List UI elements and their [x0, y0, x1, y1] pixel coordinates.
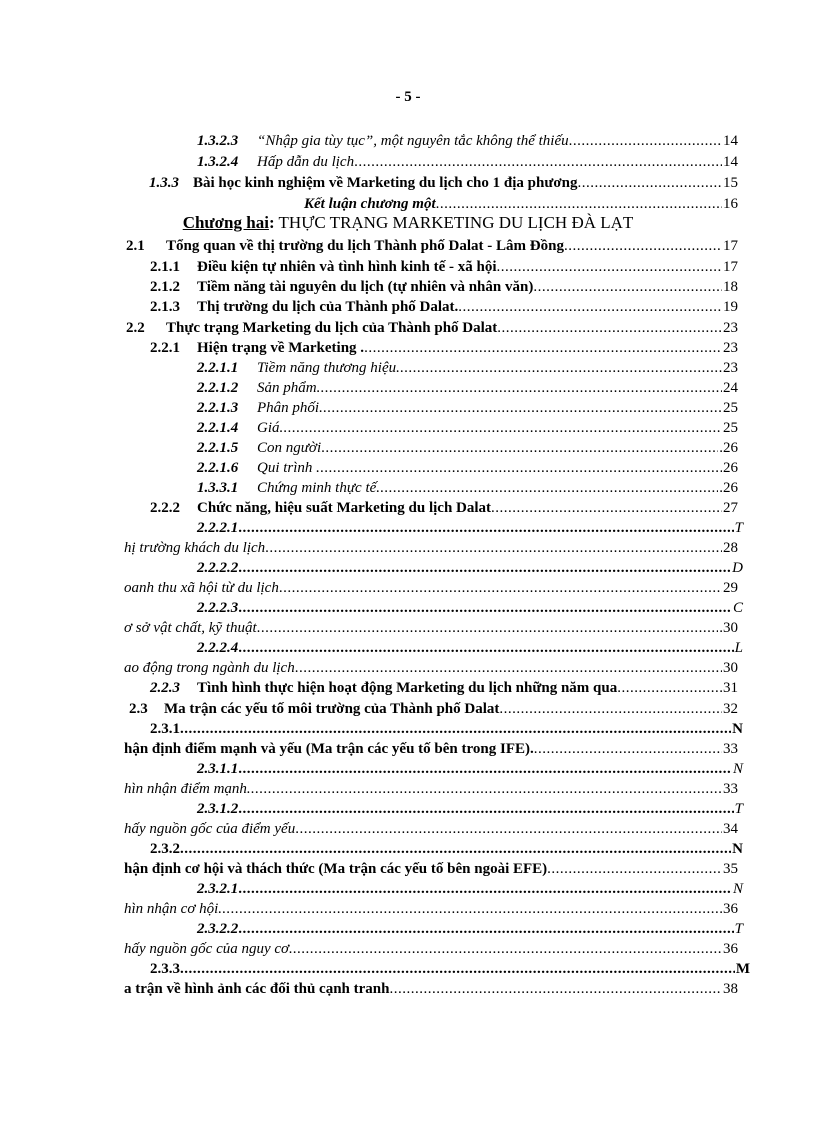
toc-entry[interactable] — [197, 130, 738, 150]
toc-leader-dots — [283, 419, 722, 437]
toc-entry-page: 25 — [723, 400, 738, 416]
toc-entry-title: hận định điểm mạnh và yếu (Ma trận các yếu tố bên trong IFE). — [124, 741, 534, 757]
toc-entry[interactable] — [124, 617, 738, 637]
toc-entry-page: C — [732, 600, 743, 616]
toc-entry-page: 38 — [723, 981, 738, 997]
toc-leader-dots — [238, 559, 731, 577]
toc-entry-number: 2.3.1.1 — [197, 761, 239, 777]
toc-entry[interactable] — [129, 698, 738, 718]
toc-entry-number: 2.2.2.4 — [197, 640, 239, 656]
toc-entry-page: 24 — [723, 380, 738, 396]
toc-leader-dots — [279, 579, 722, 597]
toc-leader-dots — [569, 132, 722, 150]
toc-entry-page: 26 — [723, 460, 738, 476]
toc-entry-title: “Nhập gia tùy tục”, một nguyên tắc không thể thiếu — [257, 133, 569, 149]
toc-entry[interactable] — [150, 838, 743, 858]
toc-leader-dots — [238, 760, 732, 778]
toc-leader-dots — [364, 339, 722, 357]
toc-entry[interactable] — [197, 597, 743, 617]
toc-leader-dots — [321, 439, 718, 457]
toc-entry[interactable] — [150, 677, 738, 697]
toc-entry[interactable] — [124, 738, 738, 758]
toc-entry[interactable] — [124, 898, 738, 918]
toc-entry[interactable] — [124, 577, 738, 597]
toc-entry[interactable] — [197, 457, 738, 477]
toc-entry-title: ơ sở vật chất, kỹ thuật — [124, 620, 257, 636]
toc-leader-dots — [295, 659, 722, 677]
toc-leader-dots — [293, 940, 722, 958]
toc-entry-number: 2.3.1.2 — [197, 801, 239, 817]
toc-entry-page: 14 — [723, 154, 738, 170]
toc-entry-number: 2.1.1 — [150, 259, 180, 275]
toc-entry-page: 36 — [723, 941, 738, 957]
toc-entry-number: 2.2.1.5 — [197, 440, 239, 456]
toc-entry-page: 35 — [723, 861, 738, 877]
toc-entry-page: N — [732, 721, 743, 737]
toc-entry-title: oanh thu xã hội từ du lịch — [124, 580, 279, 596]
toc-entry[interactable] — [197, 918, 743, 938]
toc-entry-number: 2.2.1.2 — [197, 380, 239, 396]
toc-entry-page: 17 — [723, 259, 738, 275]
toc-entry[interactable] — [197, 477, 738, 497]
toc-leader-dots — [400, 359, 722, 377]
toc-entry-page: 27 — [723, 500, 738, 516]
toc-leader-dots — [436, 195, 722, 213]
toc-entry-title: Giá. — [257, 420, 284, 436]
toc-leader-dots — [564, 237, 722, 255]
toc-leader-dots — [380, 479, 718, 497]
toc-leader-dots — [320, 459, 722, 477]
toc-entry[interactable] — [150, 256, 738, 276]
toc-leader-dots — [534, 740, 722, 758]
toc-entry-title: Bài học kinh nghiệm về Marketing du lịch cho 1 địa phương — [193, 175, 578, 191]
toc-entry-page: 34 — [723, 821, 738, 837]
toc-entry[interactable] — [124, 938, 738, 958]
toc-entry-page: M — [735, 961, 750, 977]
toc-entry[interactable] — [197, 758, 743, 778]
toc-entry[interactable] — [197, 437, 738, 457]
toc-entry-number: 2.2.1.4 — [197, 420, 239, 436]
toc-leader-dots — [265, 539, 722, 557]
toc-entry[interactable] — [197, 878, 743, 898]
toc-entry-title: hìn nhận cơ hội. — [124, 901, 222, 917]
toc-entry-page: .26 — [719, 480, 738, 496]
toc-entry-page: N — [732, 841, 743, 857]
toc-entry[interactable] — [150, 296, 738, 316]
chapter-prefix: Chương hai — [182, 213, 269, 232]
toc-entry-page: 31 — [723, 680, 738, 696]
toc-leader-dots — [533, 278, 722, 296]
toc-entry-title: Tình hình thực hiện hoạt động Marketing du lịch những năm qua — [197, 680, 618, 696]
toc-entry-page: N — [732, 881, 743, 897]
toc-entry-page: 17 — [723, 238, 738, 254]
toc-entry-page: 23 — [723, 340, 738, 356]
toc-entry-page: 30 — [723, 660, 738, 676]
toc-leader-dots — [497, 319, 722, 337]
toc-leader-dots — [251, 780, 722, 798]
toc-entry-number: 2.2.3 — [150, 680, 180, 696]
toc-entry-number: 2.2.1.3 — [197, 400, 239, 416]
toc-entry-number: 2.3.2 — [150, 841, 180, 857]
toc-leader-dots — [180, 960, 735, 978]
toc-entry-page: 29 — [723, 580, 738, 596]
toc-entry-page: 23 — [723, 360, 738, 376]
chapter-title: THỰC TRẠNG MARKETING DU LỊCH ĐÀ LẠT — [274, 213, 634, 232]
toc-leader-dots — [577, 174, 722, 192]
toc-entry-page: 28 — [723, 540, 738, 556]
toc-entry-title: Chức năng, hiệu suất Marketing du lịch Dalat — [197, 500, 492, 516]
toc-leader-dots — [222, 900, 722, 918]
page-number: - 5 - — [395, 89, 421, 105]
toc-entry[interactable] — [149, 172, 738, 192]
chapter-heading[interactable] — [0, 213, 816, 233]
toc-leader-dots — [323, 399, 722, 417]
toc-leader-dots — [491, 499, 722, 517]
toc-entry-title: ao động trong ngành du lịch — [124, 660, 295, 676]
toc-entry[interactable] — [304, 193, 738, 213]
toc-entry-page: .30 — [719, 620, 738, 636]
toc-entry-page: T — [734, 921, 743, 937]
toc-leader-dots — [238, 920, 733, 938]
toc-entry-page: 18 — [723, 279, 738, 295]
toc-entry[interactable] — [150, 718, 743, 738]
toc-entry-number: 2.1.3 — [150, 299, 180, 315]
toc-entry[interactable] — [124, 818, 738, 838]
toc-entry[interactable] — [197, 417, 738, 437]
toc-leader-dots — [257, 619, 719, 637]
toc-entry-number: 2.2 — [126, 320, 145, 336]
toc-entry-title: hị trường khách du lịch — [124, 540, 266, 556]
toc-entry-title: Kết luận chương một — [304, 196, 436, 212]
toc-entry-title: Sản phẩm. — [257, 380, 321, 396]
toc-entry-number: 2.2.2 — [150, 500, 180, 516]
toc-entry-page: T — [734, 801, 743, 817]
toc-leader-dots — [238, 800, 733, 818]
toc-entry-title: Ma trận các yếu tố môi trường của Thành phố Dalat — [164, 701, 500, 717]
toc-entry[interactable] — [197, 637, 743, 657]
toc-leader-dots — [389, 980, 722, 998]
toc-entry-title: Hiện trạng về Marketing . — [197, 340, 365, 356]
toc-entry-title: Hấp dẫn du lịch — [257, 154, 355, 170]
toc-entry[interactable] — [150, 276, 738, 296]
toc-entry-page: 32 — [723, 701, 738, 717]
toc-entry-number: 2.3 — [129, 701, 148, 717]
toc-entry-number: 2.2.1.1 — [197, 360, 239, 376]
toc-entry-page: 16 — [723, 196, 738, 212]
toc-entry-title: Thị trường du lịch của Thành phố Dalat. — [197, 299, 459, 315]
toc-entry-page: L — [734, 640, 743, 656]
toc-entry-number: 2.2.2.1 — [197, 520, 239, 536]
toc-entry[interactable] — [197, 357, 738, 377]
toc-entry[interactable] — [197, 517, 743, 537]
toc-leader-dots — [458, 298, 722, 316]
toc-entry-page: D — [732, 560, 743, 576]
toc-entry-number: 2.3.1 — [150, 721, 180, 737]
toc-leader-dots — [547, 860, 722, 878]
toc-leader-dots — [180, 720, 731, 738]
toc-entry-title: Qui trình . — [257, 460, 320, 476]
toc-leader-dots — [238, 880, 732, 898]
toc-entry[interactable] — [197, 557, 743, 577]
toc-entry-number: 1.3.3 — [149, 175, 179, 191]
toc-entry[interactable] — [124, 778, 738, 798]
toc-entry[interactable] — [126, 317, 738, 337]
toc-entry-title: Phân phối. — [257, 400, 323, 416]
toc-entry[interactable] — [197, 377, 738, 397]
toc-entry-number: 2.1 — [126, 238, 145, 254]
toc-entry-page: .26 — [719, 440, 738, 456]
toc-entry[interactable] — [150, 497, 738, 517]
toc-entry[interactable] — [126, 235, 738, 255]
toc-entry[interactable] — [124, 858, 738, 878]
toc-entry-number: 1.3.2.4 — [197, 154, 239, 170]
toc-entry[interactable] — [150, 958, 750, 978]
toc-entry-number: 2.2.2.2 — [197, 560, 239, 576]
toc-entry-page: 23 — [723, 320, 738, 336]
toc-entry-page: 33 — [723, 741, 738, 757]
toc-entry-title: Tiềm năng tài nguyên du lịch (tự nhiên và nhân văn) — [197, 279, 534, 295]
toc-leader-dots — [499, 700, 722, 718]
toc-entry-page: 33 — [723, 781, 738, 797]
toc-leader-dots — [238, 639, 733, 657]
toc-leader-dots — [617, 679, 722, 697]
toc-leader-dots — [320, 379, 722, 397]
toc-entry-title: hận định cơ hội và thách thức (Ma trận các yếu tố bên ngoài EFE) — [124, 861, 548, 877]
toc-entry[interactable] — [197, 151, 738, 171]
toc-entry-page: N — [732, 761, 743, 777]
toc-entry-number: 2.2.1 — [150, 340, 180, 356]
toc-entry-number: 1.3.2.3 — [197, 133, 239, 149]
toc-entry-number: 2.3.2.1 — [197, 881, 239, 897]
toc-leader-dots — [238, 599, 732, 617]
toc-leader-dots — [295, 820, 722, 838]
toc-leader-dots — [497, 258, 722, 276]
toc-entry[interactable] — [150, 337, 738, 357]
chapter-colon: : — [268, 213, 275, 232]
toc-entry-number: 2.3.2.2 — [197, 921, 239, 937]
toc-entry[interactable] — [197, 397, 738, 417]
toc-entry-number: 2.3.3 — [150, 961, 180, 977]
toc-entry-page: 15 — [723, 175, 738, 191]
toc-entry[interactable] — [197, 798, 743, 818]
toc-entry-title: Tiềm năng thương hiệu. — [257, 360, 400, 376]
toc-entry-page: 25 — [723, 420, 738, 436]
toc-entry-title: Chứng minh thực tế. — [257, 480, 381, 496]
toc-entry-page: 19 — [723, 299, 738, 315]
toc-entry-title: Con người — [257, 440, 322, 456]
toc-leader-dots — [238, 519, 733, 537]
toc-entry-title: hìn nhận điểm mạnh. — [124, 781, 251, 797]
toc-entry[interactable] — [124, 978, 738, 998]
toc-entry-title: Tổng quan về thị trường du lịch Thành phố Dalat - Lâm Đồng — [166, 238, 564, 254]
toc-entry[interactable] — [124, 537, 738, 557]
toc-entry[interactable] — [124, 657, 738, 677]
toc-entry-title: a trận về hình ảnh các đối thủ cạnh tranh — [124, 981, 390, 997]
toc-entry-title: hấy nguồn gốc của nguy cơ. — [124, 941, 293, 957]
toc-entry-number: 2.2.2.3 — [197, 600, 239, 616]
toc-entry-title: Thực trạng Marketing du lịch của Thành phố Dalat — [166, 320, 498, 336]
toc-entry-page: T — [734, 520, 743, 536]
toc-entry-title: Điều kiện tự nhiên và tình hình kinh tế - xã hội — [197, 259, 497, 275]
toc-entry-number: 2.1.2 — [150, 279, 180, 295]
toc-entry-page: 14 — [723, 133, 738, 149]
toc-entry-title: hấy nguồn gốc của điểm yếu — [124, 821, 296, 837]
toc-entry-number: 1.3.3.1 — [197, 480, 239, 496]
toc-leader-dots — [180, 840, 731, 858]
toc-entry-page: 36 — [723, 901, 738, 917]
toc-leader-dots — [354, 153, 722, 171]
toc-entry-number: 2.2.1.6 — [197, 460, 239, 476]
